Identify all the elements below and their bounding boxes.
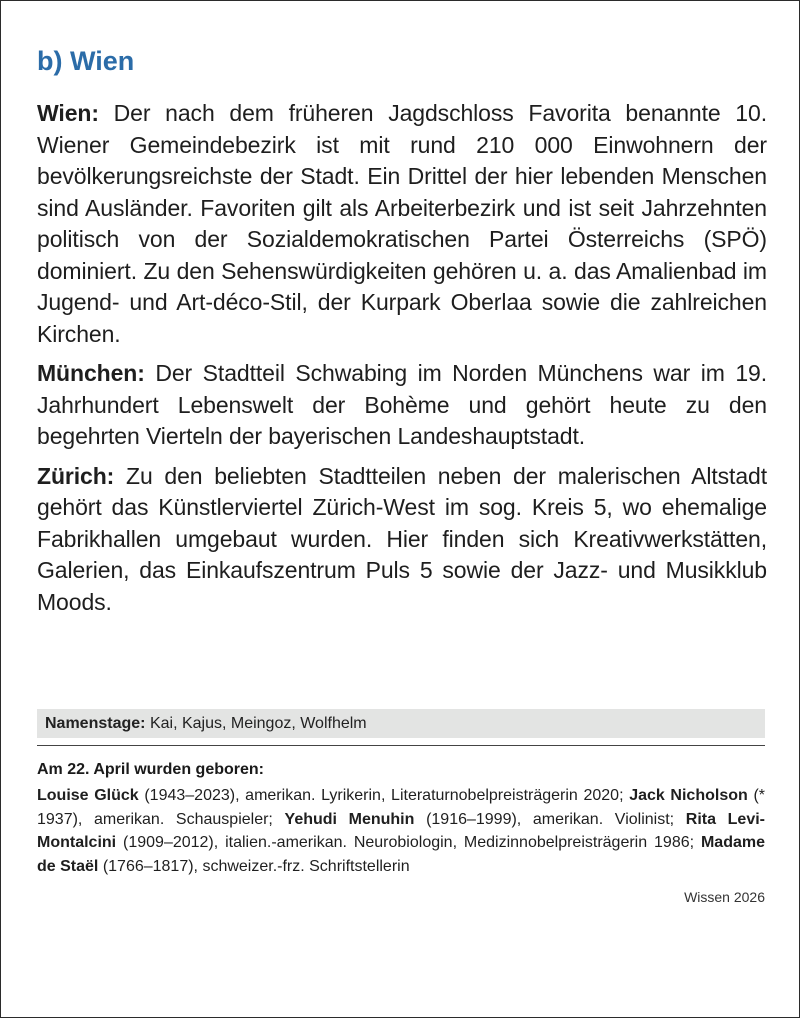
namenstage-box bbox=[37, 709, 765, 738]
paragraph-zuerich bbox=[37, 461, 767, 619]
paragraph-text-zuerich: Zu den beliebten Stadtteilen neben der malerischen Altstadt gehört das Künstlerviertel Zürich-West im sog. Kreis 5, wo ehemalige Fabrikhallen umgebaut wurden. Hier finden sich Kreativwerkstätten, Galerien, das Einkaufszentrum Puls 5 sowie der Jazz- und Musikklub Moods. bbox=[37, 462, 767, 615]
paragraph-text-muenchen: Der Stadtteil Schwabing im Norden Münchens war im 19. Jahrhundert Lebenswelt der Bohème und gehört heute zu den begehrten Vierteln der bayerischen Landeshauptstadt. bbox=[37, 360, 767, 449]
footer-source: Wissen 2026 bbox=[684, 889, 765, 905]
person-details: (1909–2012), italien.-amerikan. Neurobiologin, Medizinnobelpreisträgerin 1986; bbox=[123, 834, 695, 851]
namenstage-label: Namenstage: bbox=[45, 715, 146, 732]
section-heading: b) Wien bbox=[37, 46, 135, 76]
paragraph-text-wien: Der nach dem früheren Jagdschloss Favorita benannte 10. Wiener Gemeindebezirk ist mit rund 210 000 Einwohnern der bevölkerungsreichste der Stadt. Ein Drittel der hier lebenden Menschen sind Ausländer. Favoriten gilt als Arbeiterbezirk und ist seit Jahrzehnten politisch von der Sozialdemokratischen Partei Österreichs (SPÖ) dominiert. Zu den Sehenswürdigkeiten gehören u. a. das Amalienbad im Jugend- und Art-déco-Stil, der Kurpark Oberlaa sowie die zahlreichen Kirchen. bbox=[37, 100, 767, 347]
person-name: Jack Nicholson bbox=[629, 787, 748, 804]
city-label-muenchen: München: bbox=[37, 360, 145, 386]
person-details: (1766–1817), schweizer.-frz. Schriftstellerin bbox=[102, 857, 410, 875]
person-name: Yehudi Menuhin bbox=[284, 810, 415, 828]
paragraph-wien bbox=[37, 98, 767, 350]
city-label-zuerich: Zürich: bbox=[37, 462, 115, 489]
divider bbox=[37, 745, 765, 746]
birthdays-heading: Am 22. April wurden geboren: bbox=[37, 761, 264, 778]
person-details: (1916–1999), amerikan. Violinist; bbox=[426, 810, 675, 828]
person-details: (* 1937), amerikan. Schauspieler; bbox=[37, 787, 765, 828]
main-text bbox=[37, 98, 767, 626]
paragraph-muenchen bbox=[37, 358, 767, 453]
city-label-wien: Wien: bbox=[37, 100, 99, 126]
person-name: Madame de Staël bbox=[37, 834, 765, 875]
birthdays-text bbox=[37, 784, 765, 878]
namenstage-names: Kai, Kajus, Meingoz, Wolfhelm bbox=[149, 715, 367, 732]
person-name: Rita Levi-Montalcini bbox=[37, 810, 765, 851]
person-details: (1943–2023), amerikan. Lyrikerin, Literaturnobelpreisträgerin 2020; bbox=[144, 787, 624, 804]
person-name: Louise Glück bbox=[37, 787, 139, 804]
